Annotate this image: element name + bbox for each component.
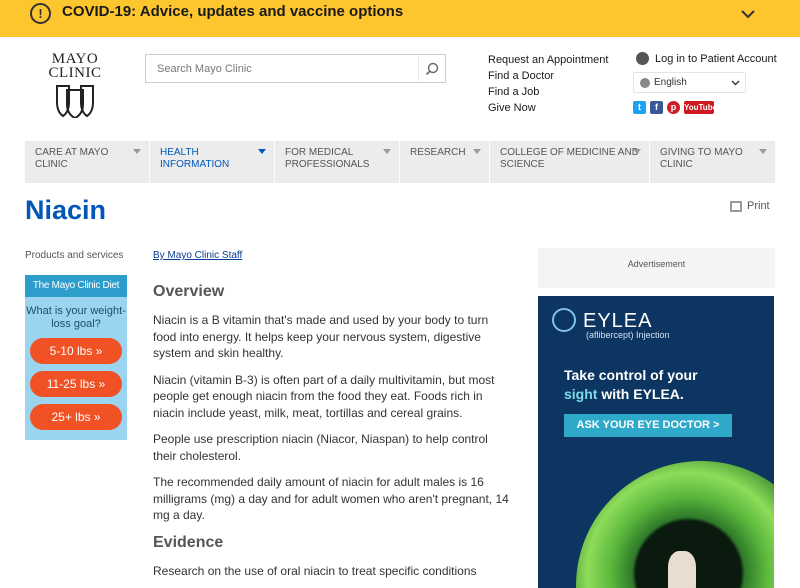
youtube-icon[interactable]: YouTube	[684, 103, 718, 112]
ad-tagline-end: with EYLEA.	[601, 386, 684, 402]
utility-links	[488, 52, 608, 116]
social-links	[633, 101, 718, 114]
chevron-down-icon	[731, 78, 740, 87]
evidence-heading: Evidence	[153, 533, 224, 551]
caret-down-icon	[759, 149, 767, 154]
nav-label: FOR MEDICAL PROFESSIONALS	[285, 147, 370, 170]
ad-person-image	[668, 551, 696, 588]
mayo-clinic-logo[interactable]	[40, 52, 110, 122]
find-job-link[interactable]: Find a Job	[488, 86, 540, 98]
paragraph: The recommended daily amount of niacin for adult males is 16 milligrams (mg) a day and for adult women who aren't pregnant, 14 mg a day.	[153, 475, 509, 522]
alert-icon: !	[30, 3, 51, 24]
article-body	[153, 283, 513, 588]
search-button[interactable]	[418, 56, 444, 81]
ad-tagline-line-1: Take control of your	[564, 367, 698, 383]
language-value: English	[654, 77, 687, 88]
overview-heading: Overview	[153, 283, 225, 300]
search-box[interactable]	[145, 54, 446, 83]
ad-cta-button[interactable]: ASK YOUR EYE DOCTOR >	[564, 414, 732, 437]
goal-25-plus-button[interactable]: 25+ lbs »	[30, 404, 122, 430]
nav-label: HEALTH INFORMATION	[160, 147, 230, 170]
find-doctor-link[interactable]: Find a Doctor	[488, 70, 555, 82]
covid-banner-title[interactable]: COVID-19: Advice, updates and vaccine options	[62, 3, 404, 20]
eylea-logo-icon	[552, 308, 576, 332]
nav-label: COLLEGE OF MEDICINE AND SCIENCE	[500, 147, 639, 170]
caret-down-icon	[258, 149, 266, 154]
products-services-label[interactable]: Products and services	[25, 250, 124, 261]
nav-giving[interactable]	[650, 141, 775, 183]
print-button[interactable]	[730, 200, 770, 212]
search-input[interactable]	[147, 56, 419, 81]
ad-tagline-sight: sight	[564, 386, 598, 402]
nav-care-at-mayo[interactable]	[25, 141, 150, 183]
patient-login-link[interactable]	[636, 52, 777, 65]
diet-promo	[25, 275, 127, 440]
globe-icon	[640, 78, 650, 88]
diet-promo-title: The Mayo Clinic Diet	[25, 275, 127, 297]
facebook-icon[interactable]: f	[650, 101, 663, 114]
goal-5-10-button[interactable]: 5-10 lbs »	[30, 338, 122, 364]
diet-promo-question: What is your weight-loss goal?	[26, 305, 126, 330]
nav-label: GIVING TO MAYO CLINIC	[660, 147, 743, 170]
covid-banner[interactable]	[0, 0, 800, 37]
print-label: Print	[747, 200, 770, 212]
language-select[interactable]	[633, 72, 746, 93]
ad-tagline	[564, 366, 698, 404]
nav-college-of-medicine[interactable]	[490, 141, 650, 183]
request-appointment-link[interactable]: Request an Appointment	[488, 54, 609, 66]
printer-icon	[730, 201, 742, 212]
nav-label: CARE AT MAYO CLINIC	[35, 147, 109, 170]
goal-11-25-button[interactable]: 11-25 lbs »	[30, 371, 122, 397]
search-icon	[425, 62, 439, 76]
nav-health-information[interactable]	[150, 141, 275, 183]
patient-login-label: Log in to Patient Account	[655, 52, 777, 65]
caret-down-icon	[383, 149, 391, 154]
caret-down-icon	[633, 149, 641, 154]
paragraph: Research on the use of oral niacin to treat specific conditions	[153, 563, 477, 578]
main-nav	[25, 141, 775, 183]
pinterest-icon[interactable]: p	[667, 101, 680, 114]
chevron-down-icon[interactable]	[740, 6, 756, 22]
twitter-icon[interactable]: t	[633, 101, 646, 114]
user-icon	[636, 52, 649, 65]
caret-down-icon	[473, 149, 481, 154]
nav-research[interactable]	[400, 141, 490, 183]
caret-down-icon	[133, 149, 141, 154]
paragraph: People use prescription niacin (Niacor, Niaspan) to help control their cholesterol.	[153, 432, 488, 463]
paragraph: Niacin is a B vitamin that's made and used by your body to turn food into energy. It helps keep your nervous system, digestive system and skin healthy.	[153, 313, 489, 360]
page-title: Niacin	[25, 195, 107, 225]
nav-label: RESEARCH	[410, 147, 466, 158]
byline-link[interactable]: By Mayo Clinic Staff	[153, 250, 243, 261]
logo-line-1: MAYO	[51, 51, 99, 67]
advertisement-banner[interactable]	[538, 296, 774, 588]
logo-line-2: CLINIC	[48, 65, 102, 81]
nav-medical-professionals[interactable]	[275, 141, 400, 183]
give-now-link[interactable]: Give Now	[488, 102, 536, 114]
ad-subtitle: (aflibercept) Injection	[586, 330, 670, 340]
shield-logo-icon	[53, 84, 97, 118]
paragraph: Niacin (vitamin B-3) is often part of a daily multivitamin, but most people get enough niacin from the food they eat. Foods rich in niacin include yeast, milk, meat, tortillas and cereal grains.	[153, 372, 495, 420]
ad-brand: EYLEA	[583, 310, 653, 332]
advertisement-label: Advertisement	[538, 248, 775, 288]
